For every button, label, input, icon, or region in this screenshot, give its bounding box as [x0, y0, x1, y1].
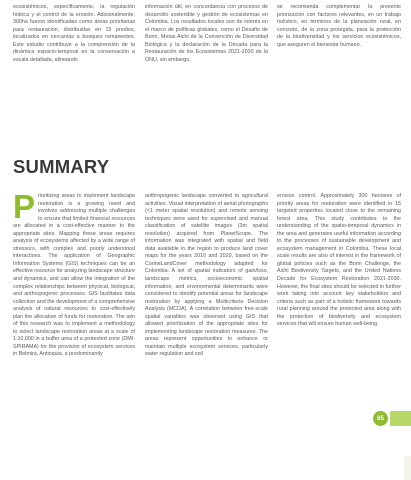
summary-column-3: [277, 193, 401, 329]
text-column-1: [13, 4, 135, 64]
summary-column-1: [13, 188, 135, 359]
summary-column-2: [145, 193, 268, 359]
paragraph: información útil, en concordancia con procesos de desarrollo sostenible y gestión de ecosistemas en Colombia. Los resultados locales son de interés en el marco de políticas globales, como el Desafío de Bonn, Metas Aichi de la Convención de Diversidad Biológica y la declaración de la Década para la Restauración de los Ecosistemas 2021-2030 de la ONU, sin embargo,: [145, 4, 268, 63]
paragraph: ecosistémicos, específicamente, la regulación hídrica y el control de la erosión. Adicionalmente, 300ha fueron identificadas como áreas prioritarias para restauración, distribuidas en 15 predios, localizados en cercanías a bosques remanentes. Este estudio contribuye a la comprensión de la dinámica espacio-temporal en la conservación a escala detallada, alineando: [13, 4, 135, 63]
summary-text: rioritizing areas to implement landscape restoration is a growing need and involves addressing multiple challenges to ensure that limited financial resources are allocated in a cost-effective manner to the appropriate sites. Mapping these areas requires analysis of ecosystems affected by a wide range of stressors, with complex and poorly understood interactions. The application of Geographic Information Systems (GIS) techniques can be an effective resource for analyzing landscape structure and dynamics, and can allow the integration of the complex relationships between physical, biological, and anthropogenic processes. GIS facilitates data collection and the development of a comprehensive analysis of natural resources to cost-effectively plan the allocation of funds for restoration. The aim of this research was to implement a methodology to select landscape restoration areas at a scale of 1:10,000 in a buffer area of a protected zone (DMI-SPIRAMA) for the provision of ecosystem services in Belmira, Antioquia, a predominantly: [13, 193, 135, 358]
paragraph: se recomienda complementar la presente priorización con factores relevantes, en un trabajo holístico, en términos de la planeación rural, en concreto, de la zona protegida, para la protección de la biodiversidad y los servicios ecosistémicos, que aseguren el bienestar humano.: [277, 4, 401, 48]
paragraph: erosion control. Approximately 300 hectares of priority areas for restoration were identified in 15 targeted properties located close to the remaining forest area. This study contributes to the understanding of the spatio-temporal dynamics in the area and generates useful information according to the processes of sustainable development and ecosystem management in Colombia. These local scale results are also of interest in the framework of global policies such as the Bonn Challenge, the Aichi Biodiversity Targets, and the United Nations Decade for Ecosystem Restoration 2021-2030. However, the final sites should be selected in further work taking into account key stakeholders and criteria such as part of a holistic framework towards rural planning around the protected area along with the protection of biodiversity and ecosystem services that will ensure human well-being.: [277, 193, 401, 328]
page-number: 65: [373, 411, 388, 426]
text-column-3: [277, 4, 401, 49]
paragraph: anthropogenic landscape converted to agricultural activities. Visual interpretation of aerial photographs (<1 meter spatial resolution) and remote sensing techniques were used for supervised and manual classification of satellite images (3m spatial resolution) acquired from PlanetScope. The information was integrated with spatial and field data available in the region to produce land cover maps for the years 2010 and 2020, based on the CorineLandCover methodology adapted for Colombia. A set of spatial indicators of gain/loss, landscape metrics, socioeconomic spatial information, and environmental determinants were considered to identify potential areas for landscape restoration by applying a Multicriteria Decision Analysis (MCDA). A correlation between free-scale spatial variables was observed using GIS that allowed prioritization of the appropriate sites for implementing landscape restoration measures. The areas represent opportunities to enhance or maintain multiple ecosystem services, particularly water regulation and soil: [145, 193, 268, 358]
drop-cap: P: [13, 188, 36, 225]
section-heading: SUMMARY: [13, 156, 110, 177]
page-tab-bar: [390, 411, 411, 426]
text-column-2: [145, 4, 268, 64]
paragraph: [13, 188, 135, 359]
edge-decoration: [404, 456, 411, 480]
